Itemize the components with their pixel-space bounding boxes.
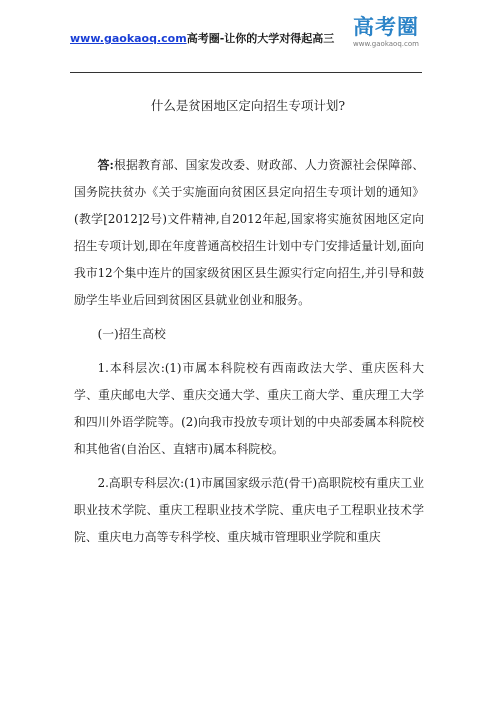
doc-title: 什么是贫困地区定向招生专项计划?	[150, 98, 346, 114]
logo-url: www.gaokaoq.com	[353, 40, 419, 48]
section-heading: (一)招生高校	[97, 327, 166, 341]
paragraph	[74, 152, 424, 314]
paragraph: 2.高职专科层次:(1)市属国家级示范(骨干)高职院校有重庆工业职业技术学院、重庆工程职业技术学院、重庆电子工程职业技术学院、重庆电力高等专科学校、重庆城市管理职业学院和重庆	[74, 476, 424, 544]
paragraph-text: 根据教育部、国家发改委、财政部、人力资源社会保障部、国务院扶贫办《关于实施面向贫困区县定向招生专项计划的通知》(教学[2012]2号)文件精神,自2012年起,国家将实施贫困地区定向招生专项计划,即在年度普通高校招生计划中专门安排适量计划,面向我市12个集中连片的国家级贫困区县生源实行定向招生,并引导和鼓励学生毕业后回到贫困区县就业创业和服务。	[74, 158, 424, 307]
header-text	[70, 30, 334, 46]
gaokaoq-logo[interactable]	[348, 14, 424, 58]
page-header	[70, 14, 422, 73]
answer-label: 答:	[97, 158, 114, 172]
site-slogan: 高考圈-让你的大学对得起高三	[186, 32, 335, 45]
site-link[interactable]: www.gaokaoq.com	[70, 32, 187, 45]
logo-text: 高考圈	[353, 15, 419, 39]
doc-body	[74, 152, 424, 558]
paragraph: 1.本科层次:(1)市属本科院校有西南政法大学、重庆医科大学、重庆邮电大学、重庆交通大学、重庆工商大学、重庆理工大学和四川外语学院等。(2)向我市投放专项计划的中央部委属本科院校和其他省(自治区、直辖市)属本科院校。	[74, 361, 424, 456]
